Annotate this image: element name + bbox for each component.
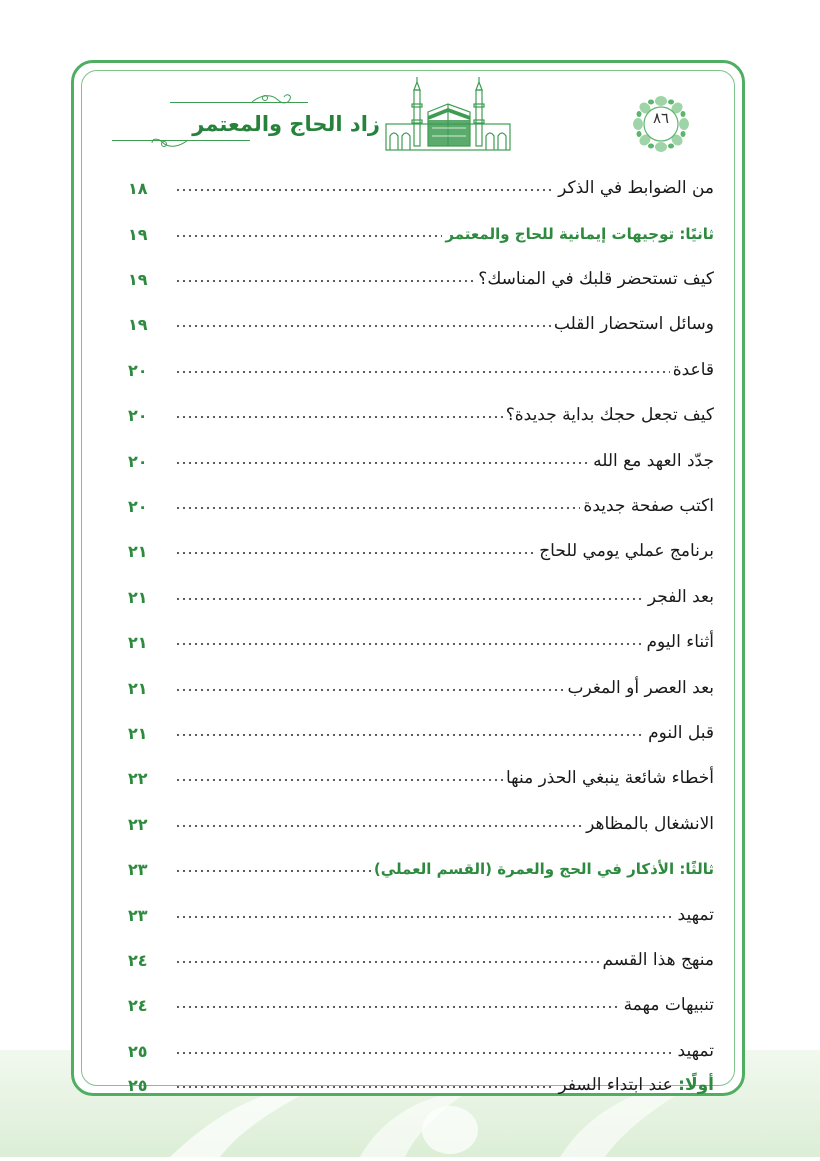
toc-entry — [128, 940, 714, 980]
toc-leader-dots — [175, 364, 670, 376]
toc-leader-dots — [175, 818, 583, 830]
toc-entry — [128, 350, 714, 390]
toc-entry-title: وسائل استحضار القلب — [553, 314, 714, 334]
toc-entry-page: ٢٢ — [128, 814, 148, 834]
toc-entry-page: ٢٢ — [128, 768, 148, 788]
toc-entry-title-text: عند ابتداء السفر — [558, 1075, 673, 1095]
toc-entry — [128, 622, 714, 662]
toc-entry-page: ٢١ — [128, 587, 148, 607]
toc-entry-title: قبل النوم — [648, 723, 714, 743]
toc-entry-title: بعد الفجر — [647, 587, 714, 607]
toc-section-heading — [128, 214, 714, 254]
toc-entry-title: قاعدة — [672, 360, 714, 380]
toc-entry-title: ثانيًا: توجيهات إيمانية للحاج والمعتمر — [445, 225, 714, 243]
page-number: ٨٦ — [652, 109, 670, 127]
toc-leader-dots — [175, 1079, 555, 1091]
toc-entry — [128, 668, 714, 708]
toc-entry-title: منهج هذا القسم — [602, 950, 714, 970]
toc-entry-title: أثناء اليوم — [646, 632, 714, 652]
toc-entry — [128, 168, 714, 208]
toc-entry-title — [558, 1075, 714, 1095]
toc-entry-page: ١٩ — [128, 224, 148, 244]
toc-leader-dots — [175, 591, 645, 603]
toc-leader-dots — [175, 727, 645, 739]
toc-entry-page: ٢٤ — [128, 995, 148, 1015]
toc-leader-dots — [175, 954, 600, 966]
toc-entry — [128, 713, 714, 753]
toc-leader-dots — [175, 500, 580, 512]
toc-entry-page: ٢٠ — [128, 360, 148, 380]
toc-entry — [128, 985, 714, 1025]
toc-leader-dots — [175, 909, 675, 921]
kaaba-mosque-icon — [382, 76, 514, 154]
toc-entry-title: بعد العصر أو المغرب — [567, 678, 714, 698]
toc-entry — [128, 1065, 714, 1105]
toc-entry — [128, 259, 714, 299]
toc-entry — [128, 441, 714, 481]
toc-entry-page: ٢٠ — [128, 405, 148, 425]
toc-leader-dots — [175, 772, 503, 784]
toc-entry — [128, 531, 714, 571]
toc-entry-page: ٢٣ — [128, 859, 148, 879]
toc-entry-lead: أولًا: — [678, 1075, 714, 1095]
toc-entry-page: ٢٤ — [128, 950, 148, 970]
toc-leader-dots — [175, 273, 475, 285]
toc-leader-dots — [175, 409, 503, 421]
toc-entry-title: برنامج عملي يومي للحاج — [539, 541, 714, 561]
toc-entry-page: ٢٥ — [128, 1075, 148, 1095]
toc-leader-dots — [175, 318, 551, 330]
toc-entry-page: ١٩ — [128, 314, 148, 334]
toc-entry-page: ٢٥ — [128, 1041, 148, 1061]
toc-leader-dots — [175, 455, 590, 467]
toc-entry — [128, 758, 714, 798]
toc-entry-page: ٢٣ — [128, 905, 148, 925]
toc-entry-page: ٢١ — [128, 632, 148, 652]
toc-entry-page: ٢١ — [128, 678, 148, 698]
swirl-ornament-icon — [150, 136, 190, 150]
toc-leader-dots — [175, 682, 564, 694]
toc-entry-title: ثالثًا: الأذكار في الحج والعمرة (القسم العملي) — [373, 860, 714, 878]
toc-leader-dots — [175, 545, 536, 557]
toc-entry-title: جدّد العهد مع الله — [593, 451, 714, 471]
toc-entry — [128, 577, 714, 617]
toc-entry-page: ٢٠ — [128, 451, 148, 471]
toc-entry — [128, 804, 714, 844]
toc-entry — [128, 395, 714, 435]
toc-leader-dots — [175, 182, 555, 194]
toc-entry-page: ٢١ — [128, 541, 148, 561]
toc-entry-title: تمهيد — [677, 905, 714, 925]
swirl-ornament-icon — [250, 92, 310, 106]
toc-leader-dots — [175, 228, 442, 240]
toc-entry-page: ٢١ — [128, 723, 148, 743]
toc-leader-dots — [175, 999, 621, 1011]
toc-entry — [128, 895, 714, 935]
toc-entry-page: ٢٠ — [128, 496, 148, 516]
toc-entry-title: تنبيهات مهمة — [623, 995, 714, 1015]
toc-entry-title: كيف تجعل حجك بداية جديدة؟ — [505, 405, 714, 425]
book-title: زاد الحاج والمعتمر — [192, 112, 380, 136]
toc-entry-title: تمهيد — [677, 1041, 714, 1061]
toc-entry-title: أخطاء شائعة ينبغي الحذر منها — [505, 768, 714, 788]
toc-entry-title: اكتب صفحة جديدة — [583, 496, 714, 516]
toc-leader-dots — [175, 863, 371, 875]
toc-entry-title: الانشغال بالمظاهر — [586, 814, 714, 834]
toc-entry-title: كيف تستحضر قلبك في المناسك؟ — [478, 269, 714, 289]
toc-entry-title: من الضوابط في الذكر — [558, 178, 714, 198]
toc-entry — [128, 486, 714, 526]
toc-entry — [128, 304, 714, 344]
toc-leader-dots — [175, 1045, 675, 1057]
toc-leader-dots — [175, 636, 643, 648]
toc-entry-page: ١٩ — [128, 269, 148, 289]
toc-section-heading — [128, 849, 714, 889]
toc-entry-page: ١٨ — [128, 178, 148, 198]
